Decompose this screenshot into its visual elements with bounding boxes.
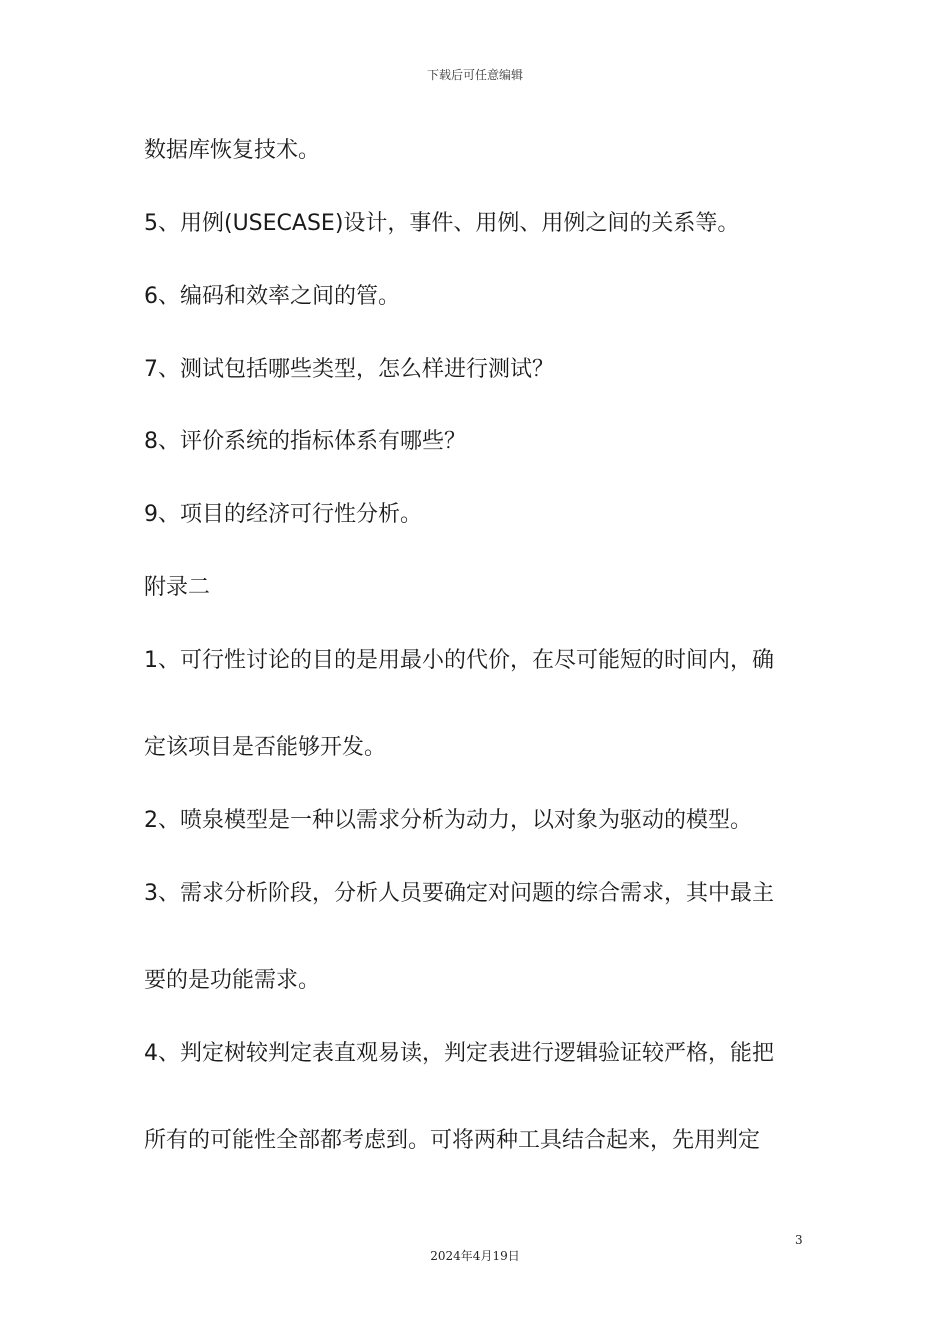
section-heading: 附录二	[144, 575, 211, 600]
text-line: 数据库恢复技术。	[144, 138, 321, 163]
text-line: 9、项目的经济可行性分析。	[144, 502, 422, 527]
text-line: 8、评价系统的指标体系有哪些？	[144, 429, 466, 454]
text-line: 定该项目是否能够开发。	[144, 735, 387, 760]
text-line: 3、需求分析阶段，分析人员要确定对问题的综合需求，其中最主	[144, 881, 774, 906]
text-line: 1、可行性讨论的目的是用最小的代价，在尽可能短的时间内，确	[144, 648, 774, 673]
page-header: 下载后可任意编辑	[426, 68, 523, 82]
text-line: 要的是功能需求。	[144, 968, 321, 993]
footer-date: 2024年4月19日	[430, 1249, 520, 1263]
text-line: 2、喷泉模型是一种以需求分析为动力，以对象为驱动的模型。	[144, 808, 752, 833]
page-number: 3	[795, 1233, 803, 1247]
text-line: 7、测试包括哪些类型，怎么样进行测试？	[144, 357, 554, 382]
text-line: 4、判定树较判定表直观易读，判定表进行逻辑验证较严格，能把	[144, 1041, 774, 1066]
text-line: 所有的可能性全部都考虑到。可将两种工具结合起来，先用判定	[144, 1128, 761, 1153]
text-line: 6、编码和效率之间的管。	[144, 284, 400, 309]
text-line: 5、用例(USECASE)设计，事件、用例、用例之间的关系等。	[144, 211, 740, 236]
